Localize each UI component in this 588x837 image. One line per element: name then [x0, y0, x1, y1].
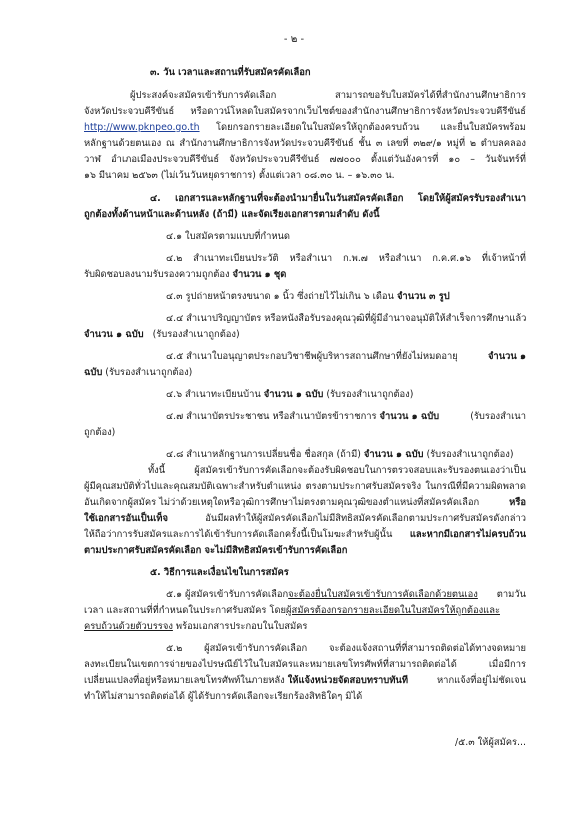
item-4-7-line-2: ถูกต้อง) [84, 427, 116, 438]
item-4-2-quantity: จำนวน ๑ ชุด [232, 269, 287, 280]
notice-line-2: ผู้มีคุณสมบัติทั่วไปและคุณสมบัติเฉพาะสำหรับตำแหน่ง ตรงตามประกาศรับสมัครจริง ในกรณีที่มีความผิดพลาด [84, 481, 526, 492]
section-3-line-3-text: โดยกรอกรายละเอียดในใบสมัครให้ถูกต้องครบถ้วน และยื่นใบสมัครพร้อม [216, 122, 526, 133]
item-5-2-line-3-text: เปลี่ยนแปลงที่อยู่หรือหมายเลขโทรศัพท์ในภายหลัง [84, 675, 285, 686]
notice-line-4 [84, 512, 526, 526]
item-4-5-quantity-unit: ฉบับ [84, 367, 103, 378]
item-4-6-text: ๔.๖ สำเนาทะเบียนบ้าน [166, 389, 261, 400]
item-4-2-line-2 [84, 268, 286, 282]
website-link[interactable]: http://www.pknpeo.go.th [84, 122, 200, 133]
item-5-1-underlined: จะต้องยื่นใบสมัครเข้ารับการคัดเลือกด้วยตนเอง [288, 589, 478, 600]
section-3-line-2: จังหวัดประจวบคีรีขันธ์ หรือดาวน์โหลดใบสมัครจากเว็บไซต์ของสำนักงานศึกษาธิการจังหวัดประจวบคีรีขันธ์ [84, 106, 526, 117]
section-4-heading-line-1: ๔. เอกสารและหลักฐานที่จะต้องนำมายื่นในวันสมัครคัดเลือก โดยให้ผู้สมัครรับรองสำเนา [150, 193, 526, 204]
section-5-heading: ๕. วิธีการและเงื่อนไขในการสมัคร [150, 567, 289, 578]
item-5-1-text: ๕.๑ ผู้สมัครเข้ารับการคัดเลือก [166, 589, 289, 600]
notice-line-3-bold: หรือ [509, 497, 526, 508]
item-5-1-line-2 [84, 604, 500, 618]
item-4-6-quantity: จำนวน ๑ ฉบับ [263, 389, 324, 400]
item-4-6-note: (รับรองสำเนาถูกต้อง) [326, 389, 414, 400]
page-number: - ๒ - [283, 34, 305, 45]
item-4-8 [166, 448, 514, 462]
item-4-5-text: ๔.๕ สำเนาใบอนุญาตประกอบวิชาชีพผู้บริหารสถานศึกษาที่ยังไม่หมดอายุ [166, 351, 458, 362]
item-4-4-quantity: จำนวน ๑ ฉบับ [84, 329, 144, 340]
item-4-7-line-1 [166, 410, 526, 424]
item-4-5-line-2 [84, 366, 192, 380]
item-5-2-line-3-bold: ให้แจ้งหน่วยจัดสอบทราบทันที [287, 675, 409, 686]
item-4-7-text: ๔.๗ สำเนาบัตรประชาชน หรือสำเนาบัตรข้าราชการ [166, 411, 377, 422]
item-4-6 [166, 388, 413, 402]
notice-line-6: ตามประกาศรับสมัครคัดเลือก จะไม่มีสิทธิสมัครเข้ารับการคัดเลือก [84, 545, 348, 556]
notice-line-5-bold: และหากมีเอกสารไม่ครบถ้วน [409, 529, 526, 540]
item-4-8-quantity: จำนวน ๑ ฉบับ [363, 449, 424, 460]
item-4-7-note: (รับรองสำเนา [470, 411, 526, 422]
item-4-3-text: ๔.๓ รูปถ่ายหน้าตรงขนาด ๑ นิ้ว ซึ่งถ่ายไว้ไม่เกิน ๖ เดือน [166, 291, 394, 302]
item-4-5-quantity: จำนวน ๑ [487, 351, 526, 362]
item-5-1-line-1 [166, 588, 526, 602]
item-5-2-line-2: ลงทะเบียนในเขตการจ่ายของไปรษณีย์ไว้ในใบสมัครและหมายเลขโทรศัพท์ที่สามารถติดต่อได้ เมื่อมีการ [84, 659, 526, 670]
section-3-line-4: หลักฐานด้วยตนเอง ณ สำนักงานศึกษาธิการจังหวัดประจวบคีรีขันธ์ ชั้น ๓ เลขที่ ๓๒๙/๑ หมู่ที่ ๒ ตำบลคลอง [84, 138, 526, 149]
notice-line-1: ทั้งนี้ ผู้สมัครเข้ารับการคัดเลือกจะต้องรับผิดชอบในการตรวจสอบและรับรองตนเองว่าเป็น [148, 465, 526, 476]
continuation-note: /๕.๓ ให้ผู้สมัคร... [454, 737, 526, 748]
notice-line-4-text: อันมีผลทำให้ผู้สมัครคัดเลือกไม่มีสิทธิสมัครคัดเลือกตามประกาศรับสมัครดังกล่าว [205, 513, 526, 524]
item-4-2-line-1: ๔.๒ สำเนาทะเบียนประวัติ หรือสำเนา ก.พ.๗ หรือสำเนา ก.ค.ศ.๑๖ ที่เจ้าหน้าที่ [166, 253, 526, 264]
item-4-3-quantity: จำนวน ๓ รูป [396, 291, 450, 302]
item-4-8-note: (รับรองสำเนาถูกต้อง) [426, 449, 514, 460]
item-4-4-line-1: ๔.๔ สำเนาปริญญาบัตร หรือหนังสือรับรองคุณวุฒิที่ผู้มีอำนาจอนุมัติให้สำเร็จการศึกษาแล้ว [166, 313, 527, 324]
section-3-line-6: ๑๖ มีนาคม ๒๕๖๓ (ไม่เว้นวันหยุดราชการ) ตั้งแต่เวลา ๐๘.๓๐ น. – ๑๖.๓๐ น. [84, 170, 395, 181]
item-4-8-text: ๔.๘ สำเนาหลักฐานการเปลี่ยนชื่อ ชื่อสกุล (ถ้ามี) [166, 449, 361, 460]
notice-line-5-text: ให้ถือว่าการรับสมัครและการได้เข้ารับการคัดเลือกครั้งนี้เป็นโมฆะสำหรับผู้นั้น [84, 529, 393, 540]
item-5-2-line-3 [84, 674, 526, 688]
item-4-5-note: (รับรองสำเนาถูกต้อง) [105, 367, 193, 378]
item-5-2-line-3-tail: หากแจ้งที่อยู่ไม่ชัดเจน [437, 675, 526, 686]
section-3-line-5: วาฬ อำเภอเมืองประจวบคีรีขันธ์ จังหวัดประจวบคีรีขันธ์ ๗๗๐๐๐ ตั้งแต่วันอังคารที่ ๑๐ – วันจันทร์ที่ [84, 154, 526, 165]
notice-line-4-bold: ใช้เอกสารอันเป็นเท็จ [84, 513, 168, 524]
item-5-1-line-2-underlined: ผู้สมัครต้องกรอกรายละเอียดในใบสมัครให้ถูกต้องและ [286, 605, 500, 616]
notice-line-3 [84, 496, 526, 510]
item-5-2-line-4: ทำให้ไม่สามารถติดต่อได้ ผู้ได้รับการคัดเลือกจะเรียกร้องสิทธิใดๆ มิได้ [84, 691, 363, 702]
item-5-1-line-3-text: พร้อมเอกสารประกอบในใบสมัคร [175, 621, 308, 632]
notice-line-5 [84, 528, 526, 542]
item-5-1-line-3-underlined: ครบถ้วนด้วยตัวบรรจง [84, 621, 173, 632]
item-4-7-quantity: จำนวน ๑ ฉบับ [379, 411, 440, 422]
item-4-5-line-1 [166, 350, 526, 364]
item-5-1-tail: ตามวัน [496, 589, 526, 600]
notice-line-3-text: อันเกิดจากผู้สมัคร ไม่ว่าด้วยเหตุใดหรือวุฒิการศึกษาไม่ตรงตามคุณวุฒิของตำแหน่งที่สมัครคัดเลือก [84, 497, 480, 508]
item-4-4-line-2 [84, 328, 240, 342]
section-3-heading: ๓. วัน เวลาและสถานที่รับสมัครคัดเลือก [150, 67, 311, 78]
item-5-1-line-2-text: เวลา และสถานที่ที่กำหนดในประกาศรับสมัคร โดย [84, 605, 287, 616]
section-4-heading-line-2: ถูกต้องทั้งด้านหน้าและด้านหลัง (ถ้ามี) และจัดเรียงเอกสารตามลำดับ ดังนี้ [84, 209, 380, 220]
item-5-1-line-3 [84, 620, 307, 634]
section-3-line-3 [84, 121, 526, 135]
section-3-line-1: ผู้ประสงค์จะสมัครเข้ารับการคัดเลือก สามารถขอรับใบสมัครได้ที่สำนักงานศึกษาธิการ [130, 90, 526, 101]
item-4-2-text: รับผิดชอบลงนามรับรองความถูกต้อง [84, 269, 230, 280]
item-5-2-line-1: ๕.๒ ผู้สมัครเข้ารับการคัดเลือก จะต้องแจ้งสถานที่ที่สามารถติดต่อได้ทางจดหมาย [166, 643, 526, 654]
item-4-3 [166, 290, 450, 304]
item-4-4-note: (รับรองสำเนาถูกต้อง) [152, 329, 240, 340]
item-4-1: ๔.๑ ใบสมัครตามแบบที่กำหนด [166, 231, 291, 242]
